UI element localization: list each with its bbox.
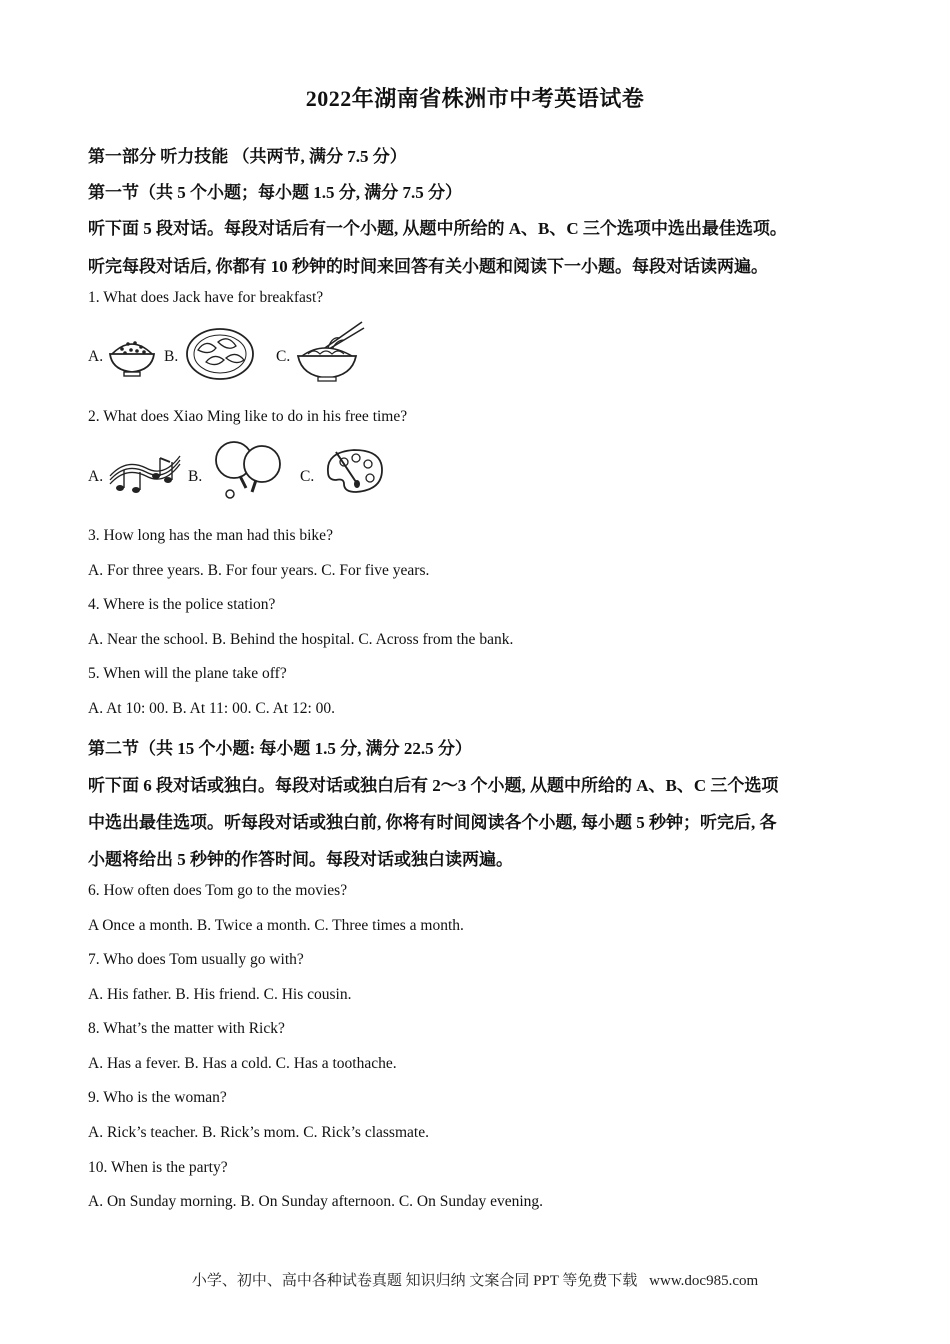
footer — [0, 1269, 950, 1290]
option-a-label: A. — [88, 468, 104, 485]
option-b-label: B. — [188, 468, 203, 485]
section2-instructions-line2: 中选出最佳选项。听每段对话或独白前, 你将有时间阅读各个小题, 每小题 5 秒钟；听完后, 各 — [88, 813, 777, 832]
question-8-options: A. Has a fever. B. Has a cold. C. Has a toothache. — [88, 1055, 397, 1072]
question-3-options: A. For three years. B. For four years. C. For five years. — [88, 562, 430, 579]
question-9: 9. Who is the woman? — [88, 1089, 227, 1106]
footer-text: 小学、初中、高中各种试卷真题 知识归纳 文案合同 PPT 等免费下载 — [191, 1273, 638, 1289]
option-a-label: A. — [88, 348, 104, 365]
question-7: 7. Who does Tom usually go with? — [88, 951, 304, 968]
question-4-options: A. Near the school. B. Behind the hospital. C. Across from the bank. — [88, 631, 514, 648]
question-9-options: A. Rick’s teacher. B. Rick’s mom. C. Rick’s classmate. — [88, 1124, 429, 1141]
question-1: 1. What does Jack have for breakfast? — [88, 289, 324, 306]
question-8: 8. What’s the matter with Rick? — [88, 1020, 285, 1037]
page-title: 2022年湖南省株洲市中考英语试卷 — [305, 86, 645, 111]
section2-instructions-line3: 小题将给出 5 秒钟的作答时间。每段对话或独白读两遍。 — [88, 850, 513, 869]
option-b-label: B. — [164, 348, 179, 365]
question-6-options: A Once a month. B. Twice a month. C. Three times a month. — [88, 917, 464, 934]
noodles-icon — [294, 320, 366, 384]
option-c-label: C. — [300, 468, 315, 485]
ping-pong-icon — [208, 438, 288, 500]
rice-bowl-icon — [106, 332, 158, 378]
section2-heading: 第二节（共 15 个小题: 每小题 1.5 分, 满分 22.5 分） — [88, 739, 472, 758]
section2-instructions-line1: 听下面 6 段对话或独白。每段对话或独白后有 2～3 个小题, 从题中所给的 A、B、C 三个选项 — [88, 776, 779, 795]
question-2: 2. What does Xiao Ming like to do in his free time? — [88, 408, 408, 425]
part1-heading: 第一部分 听力技能 （共两节, 满分 7.5 分） — [88, 147, 407, 166]
question-7-options: A. His father. B. His friend. C. His cousin. — [88, 986, 352, 1003]
question-2-options — [88, 436, 408, 506]
question-3: 3. How long has the man had this bike? — [88, 527, 333, 544]
paint-palette-icon — [322, 446, 386, 496]
question-6: 6. How often does Tom go to the movies? — [88, 882, 348, 899]
question-10-options: A. On Sunday morning. B. On Sunday afternoon. C. On Sunday evening. — [88, 1193, 544, 1210]
question-10: 10. When is the party? — [88, 1159, 228, 1176]
question-1-options — [88, 318, 388, 388]
section1-heading: 第一节（共 5 个小题；每小题 1.5 分, 满分 7.5 分） — [88, 183, 462, 202]
section1-instructions-line2: 听完每段对话后, 你都有 10 秒钟的时间来回答有关小题和阅读下一小题。每段对话读两遍。 — [88, 257, 768, 276]
section1-instructions-line1: 听下面 5 段对话。每段对话后有一个小题, 从题中所给的 A、B、C 三个选项中选出最佳选项。 — [88, 219, 787, 238]
question-5: 5. When will the plane take off? — [88, 665, 287, 682]
question-4: 4. Where is the police station? — [88, 596, 276, 613]
music-notes-icon — [106, 446, 184, 498]
option-c-label: C. — [276, 348, 291, 365]
dumplings-icon — [184, 326, 256, 382]
footer-link[interactable]: www.doc985.com — [649, 1273, 759, 1289]
question-5-options: A. At 10: 00. B. At 11: 00. C. At 12: 00. — [88, 700, 336, 717]
